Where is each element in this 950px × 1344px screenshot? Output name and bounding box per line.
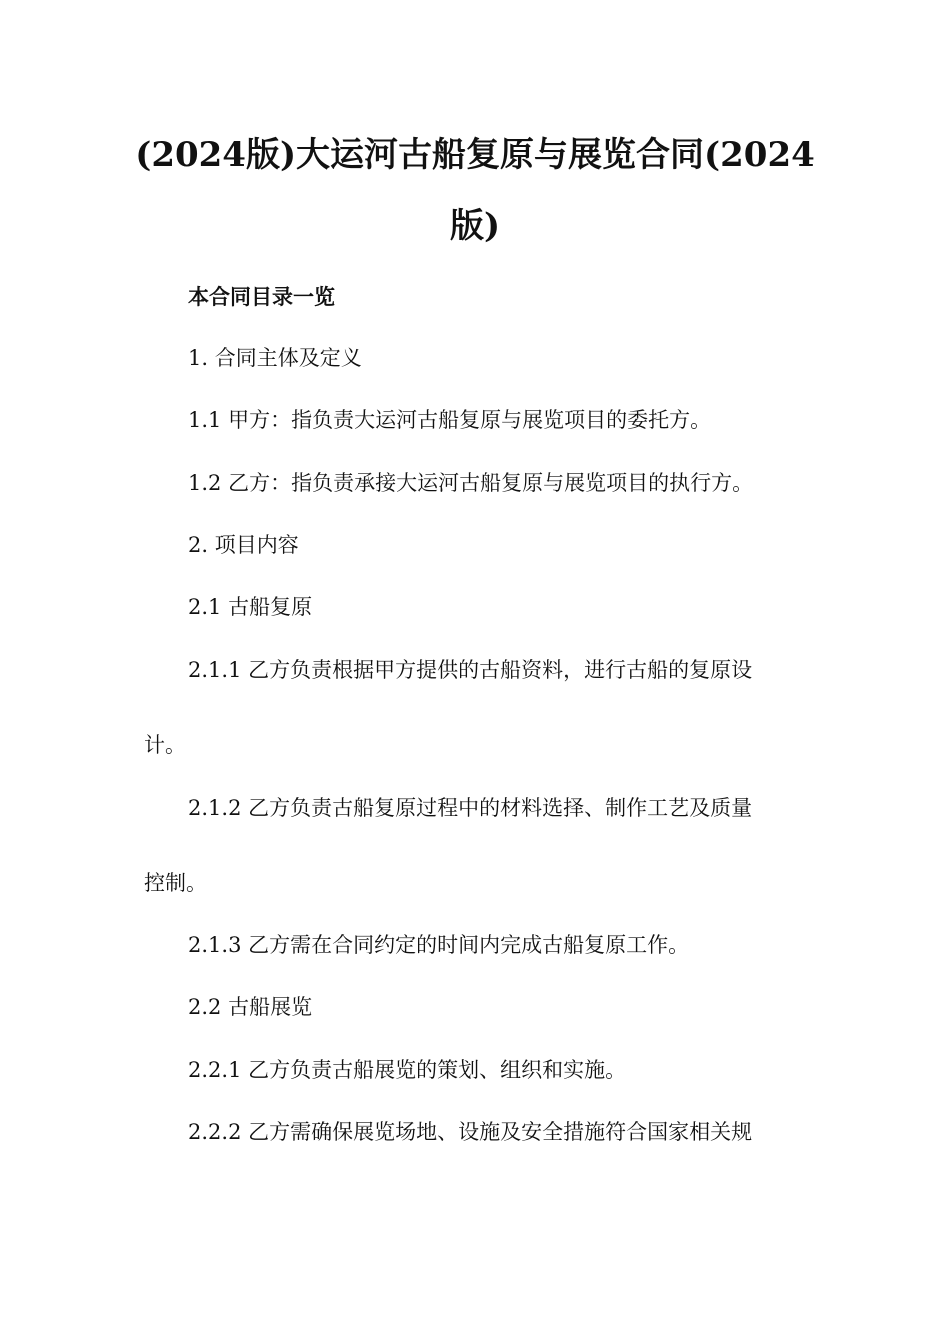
- clause-1-1: 1.1 甲方：指负责大运河古船复原与展览项目的委托方。: [188, 408, 712, 432]
- clause-2-1-2-line-1: 2.1.2 乙方负责古船复原过程中的材料选择、制作工艺及质量: [188, 796, 753, 820]
- clause-2-2: 2.2 古船展览: [188, 995, 313, 1019]
- clause-2-1-1-line-2: 计。: [144, 733, 186, 757]
- document-title-line-2: 版): [449, 206, 501, 246]
- toc-heading: 本合同目录一览: [188, 284, 335, 309]
- section-1-heading: 1. 合同主体及定义: [188, 346, 362, 370]
- clause-2-2-2-line-1: 2.2.2 乙方需确保展览场地、设施及安全措施符合国家相关规: [188, 1120, 753, 1144]
- clause-2-1-1-line-1: 2.1.1 乙方负责根据甲方提供的古船资料，进行古船的复原设: [188, 658, 753, 682]
- document-title-line-1: (2024版)大运河古船复原与展览合同(2024: [135, 135, 815, 175]
- clause-2-1-3: 2.1.3 乙方需在合同约定的时间内完成古船复原工作。: [188, 933, 690, 957]
- clause-2-1: 2.1 古船复原: [188, 595, 313, 619]
- clause-2-1-2-line-2: 控制。: [144, 871, 207, 895]
- clause-1-2: 1.2 乙方：指负责承接大运河古船复原与展览项目的执行方。: [188, 471, 754, 495]
- clause-2-2-1: 2.2.1 乙方负责古船展览的策划、组织和实施。: [188, 1058, 627, 1082]
- section-2-heading: 2. 项目内容: [188, 533, 299, 557]
